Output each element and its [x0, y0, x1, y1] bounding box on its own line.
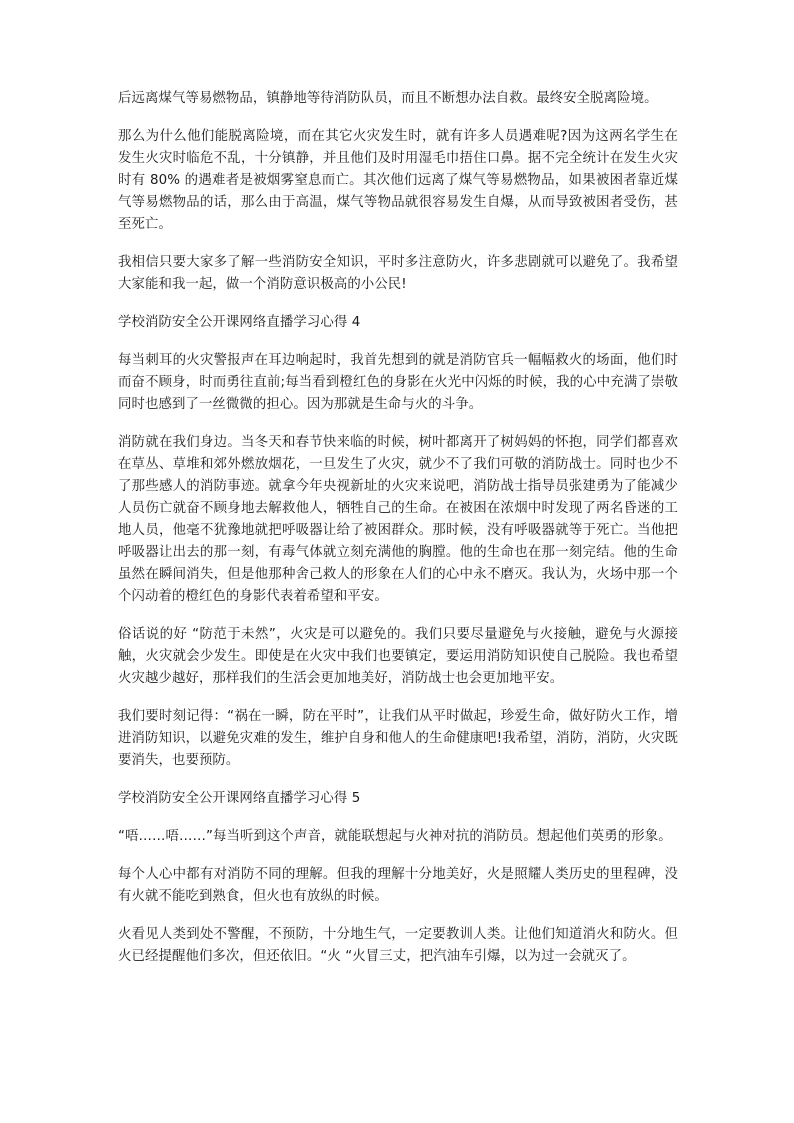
paragraph: 消防就在我们身边。当冬天和春节快来临的时候，树叶都离开了树妈妈的怀抱，同学们都喜欢在草丛、草堆和郊外燃放烟花，一旦发生了火灾，就少不了我们可敬的消防战士。同时也少不了那些感人的消防事迹。就拿今年央视新址的火灾来说吧，消防战士指导员张建勇为了能减少人员伤亡就奋不顾身地去解救他人，牺牲自己的生命。在被困在浓烟中时发现了两名昏迷的工地人员，他毫不犹豫地就把呼吸器让给了被困群众。那时候，没有呼吸器就等于死亡。当他把呼吸器让出去的那一刻，有毒气体就立刻充满他的胸膛。他的生命也在那一刻完结。他的生命虽然在瞬间消失，但是他那种舍己救人的形象在人们的心中永不磨灭。我认为，火场中那一个个闪动着的橙红色的身影代表着希望和平安。	[118, 435, 678, 604]
section-heading: 学校消防安全公开课网络直播学习心得 4	[118, 315, 361, 330]
paragraph: 后远离煤气等易燃物品，镇静地等待消防队员，而且不断想办法自救。最终安全脱离险境。	[118, 91, 658, 106]
paragraph: “唔……唔……”每当听到这个声音，就能联想起与火神对抗的消防员。想起他们英勇的形象。	[118, 829, 672, 844]
paragraph: 火看见人类到处不警醒，不预防，十分地生气，一定要教训人类。让他们知道消火和防火。但火已经提醒他们多次，但还依旧。“火 “火冒三丈，把汽油车引爆，以为过一会就灭了。	[118, 927, 678, 964]
section-heading: 学校消防安全公开课网络直播学习心得 5	[118, 791, 361, 806]
paragraph: 每个人心中都有对消防不同的理解。但我的理解十分地美好，火是照耀人类历史的里程碑，没有火就不能吃到熟食，但火也有放纵的时候。	[118, 867, 678, 904]
paragraph: 每当刺耳的火灾警报声在耳边响起时，我首先想到的就是消防官兵一幅幅救火的场面，他们时而奋不顾身，时而勇往直前;每当看到橙红色的身影在火光中闪烁的时候，我的心中充满了崇敬同时也感到了一丝微微的担心。因为那就是生命与火的斗争。	[118, 353, 678, 412]
document-page	[118, 88, 678, 984]
paragraph: 我相信只要大家多了解一些消防安全知识，平时多注意防火，许多悲剧就可以避免了。我希望大家能和我一起，做一个消防意识极高的小公民!	[118, 255, 678, 292]
paragraph: 我们要时刻记得：“祸在一瞬，防在平时”，让我们从平时做起，珍爱生命，做好防火工作，增进消防知识，以避免灾难的发生，维护自身和他人的生命健康吧!我希望，消防，消防，火灾既要消失，也要预防。	[118, 709, 678, 768]
paragraph: 俗话说的好 “防范于未然”，火灾是可以避免的。我们只要尽量避免与火接触，避免与火源接触，火灾就会少发生。即使是在火灾中我们也要镇定，要运用消防知识使自己脱险。我也希望火灾越少越好，那样我们的生活会更加地美好，消防战士也会更加地平安。	[118, 627, 678, 686]
paragraph: 那么为什么他们能脱离险境，而在其它火灾发生时，就有许多人员遇难呢?因为这两名学生在发生火灾时临危不乱，十分镇静，并且他们及时用湿毛巾捂住口鼻。据不完全统计在发生火灾时有 80% 的遇难者是被烟雾窒息而亡。其次他们远离了煤气等易燃物品，如果被困者靠近煤气等易燃物品的话，那么由于高温，煤气等物品就很容易发生自爆，从而导致被困者受伤，甚至死亡。	[118, 129, 678, 232]
